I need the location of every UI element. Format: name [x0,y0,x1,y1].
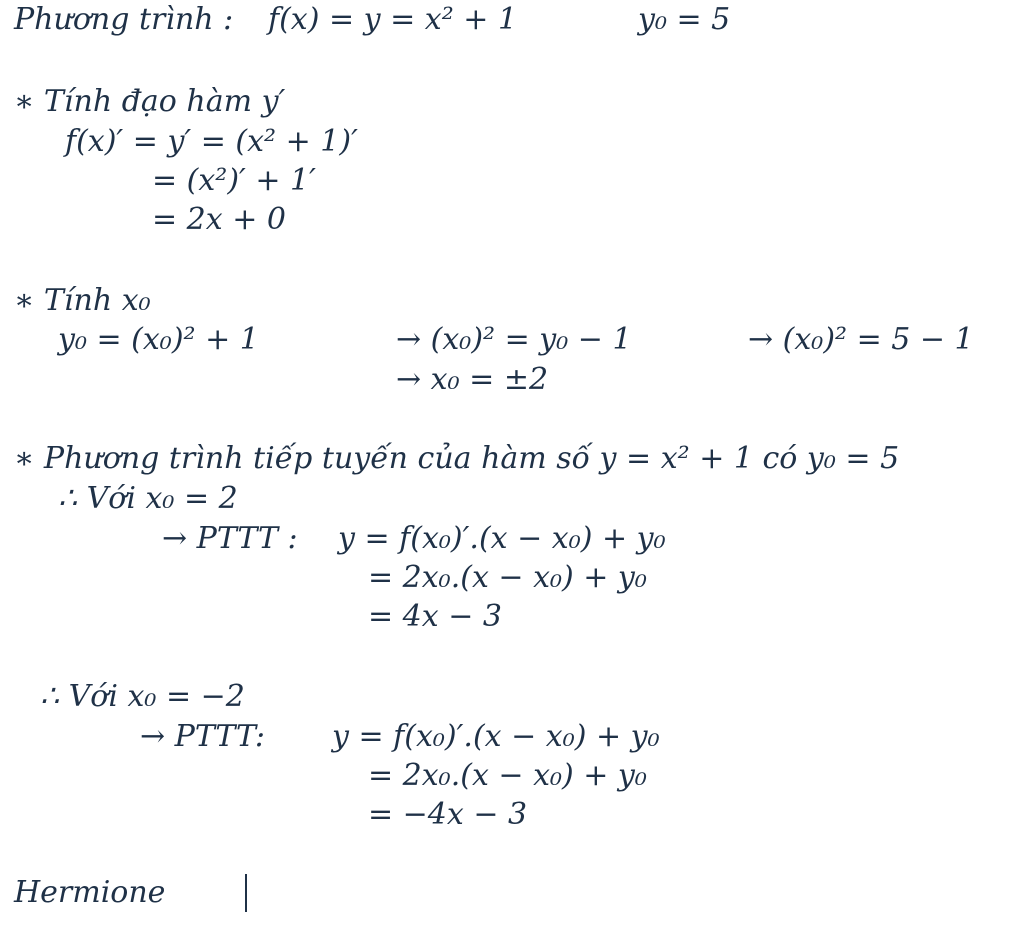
tangent-heading: ∗ Phương trình tiếp tuyến của hàm số y = x² + 1 có y₀ = 5 [14,441,900,476]
find-x0-heading: ∗ Tính x₀ [14,283,151,318]
derivative-step-3: = 2x + 0 [152,202,286,237]
text-cursor[interactable] [245,874,247,912]
case-1-label: → PTTT : [162,521,298,556]
case-2-label: → PTTT: [140,719,266,754]
case-1-line-2: = 2x₀.(x − x₀) + y₀ [368,560,647,595]
case-2-title: ∴ Với x₀ = −2 [40,679,245,714]
equation-label: Phương trình : [14,2,234,37]
signature: Hermione [14,875,166,910]
case-2-line-2: = 2x₀.(x − x₀) + y₀ [368,758,647,793]
case-1-line-1: y = f(x₀)′.(x − x₀) + y₀ [338,521,666,556]
x0-result: → x₀ = ±2 [396,362,549,397]
derivative-heading: ∗ Tính đạo hàm y′ [14,84,286,119]
case-2-line-1: y = f(x₀)′.(x − x₀) + y₀ [332,719,660,754]
case-2-line-3: = −4x − 3 [368,797,528,832]
x0-equation-3: → (x₀)² = 5 − 1 [748,322,974,357]
function-equation: f(x) = y = x² + 1 [268,2,518,37]
derivative-step-2: = (x²)′ + 1′ [152,163,316,198]
given-y0: y₀ = 5 [638,2,731,37]
case-1-title: ∴ Với x₀ = 2 [58,481,238,516]
derivative-step-1: f(x)′ = y′ = (x² + 1)′ [65,124,358,159]
case-1-line-3: = 4x − 3 [368,599,502,634]
x0-equation-2: → (x₀)² = y₀ − 1 [396,322,632,357]
x0-equation-1: y₀ = (x₀)² + 1 [58,322,259,357]
